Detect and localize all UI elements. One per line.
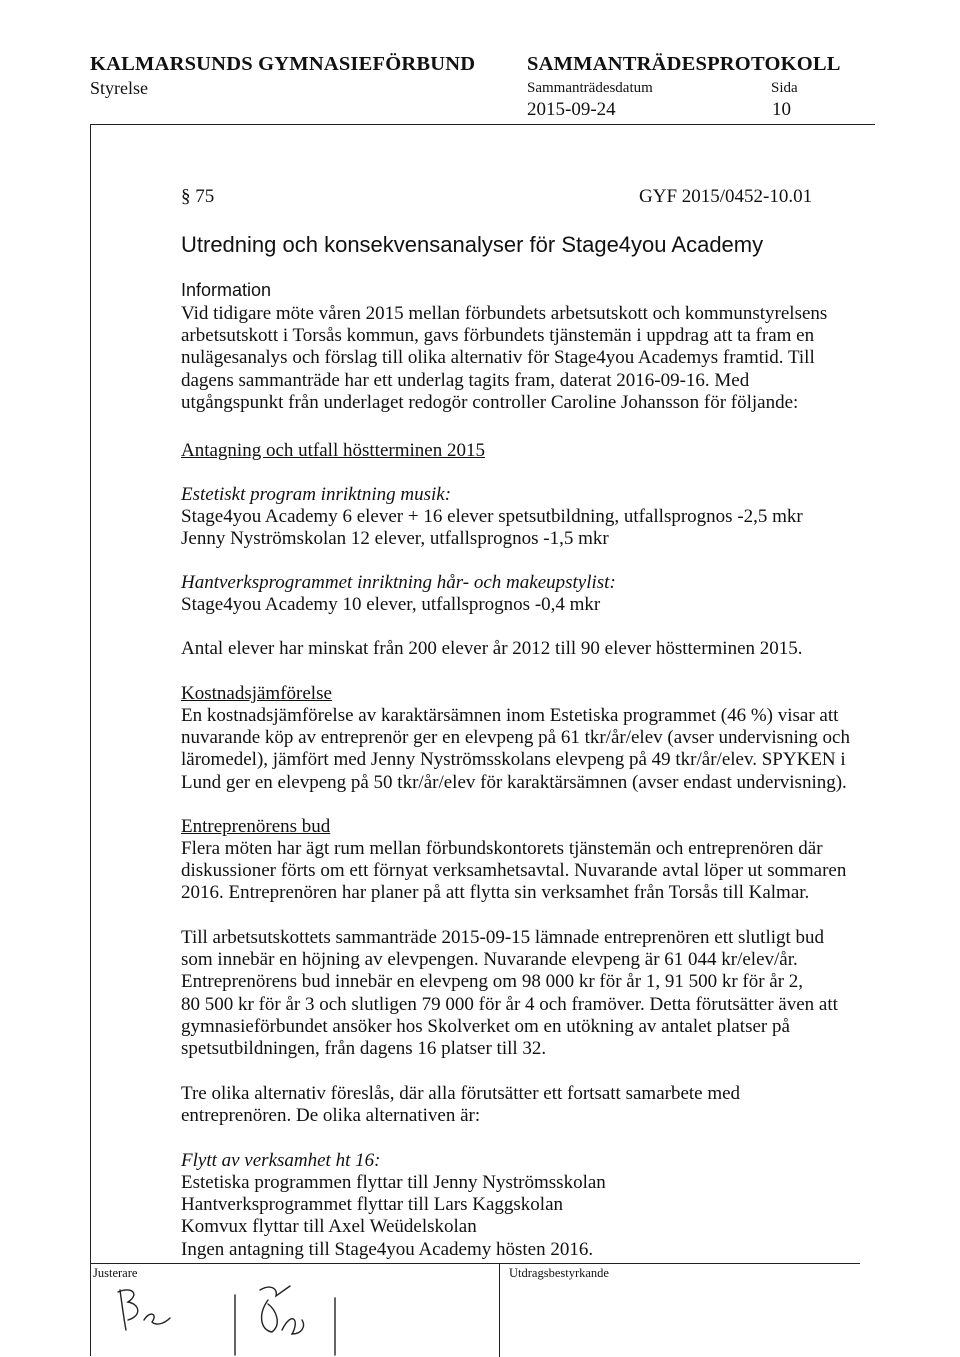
information-heading: Information (181, 280, 272, 300)
adjuster-signatures (100, 1280, 360, 1357)
program-craft-heading: Hantverksprogrammet inriktning hår- och makeupstylist: (181, 572, 616, 593)
final-bid-paragraph (181, 927, 871, 1060)
alternative-1-heading: Flytt av verksamhet ht 16: (181, 1150, 381, 1171)
paragraph-line: Stage4you Academy 6 elever + 16 elever spetsutbildning, utfallsprognos -2,5 mkr (181, 506, 803, 527)
paragraph-line: Tre olika alternativ föreslås, där alla förutsätter ett fortsatt samarbete med (181, 1083, 741, 1104)
paragraph-line: Komvux flyttar till Axel Weüdelskolan (181, 1216, 477, 1238)
paragraph-line: spetsutbildningen, från dagens 16 platser till 32. (181, 1038, 547, 1060)
paragraph-line: Jenny Nyströmskolan 12 elever, utfallsprognos -1,5 mkr (181, 528, 609, 550)
page-number: 10 (772, 99, 791, 120)
paragraph-line: Stage4you Academy 10 elever, utfallsprognos -0,4 mkr (181, 594, 601, 615)
paragraph-line: diskussioner förts om ett förnyat verksamhetsavtal. Nuvarande avtal löper ut sommaren (181, 860, 847, 882)
paragraph-line: arbetsutskott i Torsås kommun, gavs förbundets tjänstemän i uppdrag att ta fram en (181, 325, 815, 347)
alternatives-intro-paragraph (181, 1083, 871, 1127)
paragraph-line: 80 500 kr för år 3 och slutligen 79 000 för år 4 och framöver. Detta förutsätter även att (181, 993, 838, 1015)
paragraph-line: utgångspunkt från underlaget redogör controller Caroline Johansson för följande: (181, 391, 799, 413)
program-craft-list (181, 594, 871, 616)
footer-rule (90, 1263, 860, 1264)
alternative-1-list (181, 1172, 871, 1261)
section-number: § 75 (181, 186, 215, 207)
admission-heading: Antagning och utfall höstterminen 2015 (181, 440, 485, 461)
paragraph-line: Entreprenörens bud innebär en elevpeng om 98 000 kr för år 1, 91 500 kr för år 2, (181, 971, 804, 993)
document-type: SAMMANTRÄDESPROTOKOLL (527, 53, 841, 75)
paragraph-line: nulägesanalys och förslag till olika alternativ för Stage4you Academys framtid. Till (181, 347, 815, 369)
cost-comparison-paragraph (181, 705, 871, 794)
paragraph-line: Hantverksprogrammet flyttar till Lars Kaggskolan (181, 1194, 564, 1216)
paragraph-line: dagens sammanträde har ett underlag tagits fram, daterat 2016-09-16. Med (181, 369, 750, 391)
information-paragraph (181, 303, 871, 414)
paragraph-line: entreprenören. De olika alternativen är: (181, 1105, 481, 1127)
paragraph-line: nuvarande köp av entreprenör ger en elevpeng på 61 tkr/år/elev (avser undervisning och (181, 727, 850, 749)
cost-comparison-heading: Kostnadsjämförelse (181, 683, 332, 704)
paragraph-line: Flera möten har ägt rum mellan förbundskontorets tjänstemän och entreprenören där (181, 838, 823, 859)
left-margin-rule (90, 124, 91, 1356)
paragraph-line: Vid tidigare möte våren 2015 mellan förbundets arbetsutskott och kommunstyrelsens (181, 303, 828, 324)
paragraph-line: läromedel), jämfört med Jenny Nyströmsskolans elevpeng på 49 tkr/år/elev. SPYKEN i (181, 749, 846, 771)
meeting-date: 2015-09-24 (527, 99, 616, 120)
program-music-list (181, 506, 871, 550)
page-label: Sida (771, 80, 798, 96)
paragraph-line: En kostnadsjämförelse av karaktärsämnen inom Estetiska programmet (46 %) visar att (181, 705, 839, 726)
paragraph-line: Ingen antagning till Stage4you Academy hösten 2016. (181, 1238, 594, 1260)
paragraph-line: 2016. Entreprenören har planer på att flytta sin verksamhet från Torsås till Kalmar. (181, 882, 810, 904)
extract-certification-label: Utdragsbestyrkande (509, 1266, 609, 1280)
case-id: GYF 2015/0452-10.01 (639, 186, 813, 207)
header-rule (90, 124, 875, 125)
meeting-date-label: Sammanträdesdatum (527, 80, 653, 96)
paragraph-line: som innebär en höjning av elevpengen. Nuvarande elevpeng är 61 044 kr/elev/år. (181, 949, 798, 971)
paragraph-line: Till arbetsutskottets sammanträde 2015-09-15 lämnade entreprenören ett slutligt bud (181, 927, 825, 948)
contractor-bid-heading: Entreprenörens bud (181, 816, 331, 837)
organization-name: KALMARSUNDS GYMNASIEFÖRBUND (90, 53, 476, 75)
paragraph-line: Lund ger en elevpeng på 50 tkr/år/elev för karaktärsämnen (avser endast undervisning). (181, 771, 847, 793)
program-music-heading: Estetiskt program inriktning musik: (181, 484, 452, 505)
board-name: Styrelse (90, 78, 148, 98)
paragraph-line: gymnasieförbundet ansöker hos Skolverket om en utökning av antalet platser på (181, 1015, 790, 1037)
adjusters-label: Justerare (93, 1266, 138, 1280)
section-title: Utredning och konsekvensanalyser för Stage4you Academy (181, 232, 764, 257)
student-count-summary: Antal elever har minskat från 200 elever år 2012 till 90 elever höstterminen 2015. (181, 638, 803, 659)
contractor-bid-paragraph (181, 838, 871, 905)
footer-divider (499, 1263, 500, 1357)
paragraph-line: Estetiska programmen flyttar till Jenny Nyströmsskolan (181, 1172, 606, 1193)
